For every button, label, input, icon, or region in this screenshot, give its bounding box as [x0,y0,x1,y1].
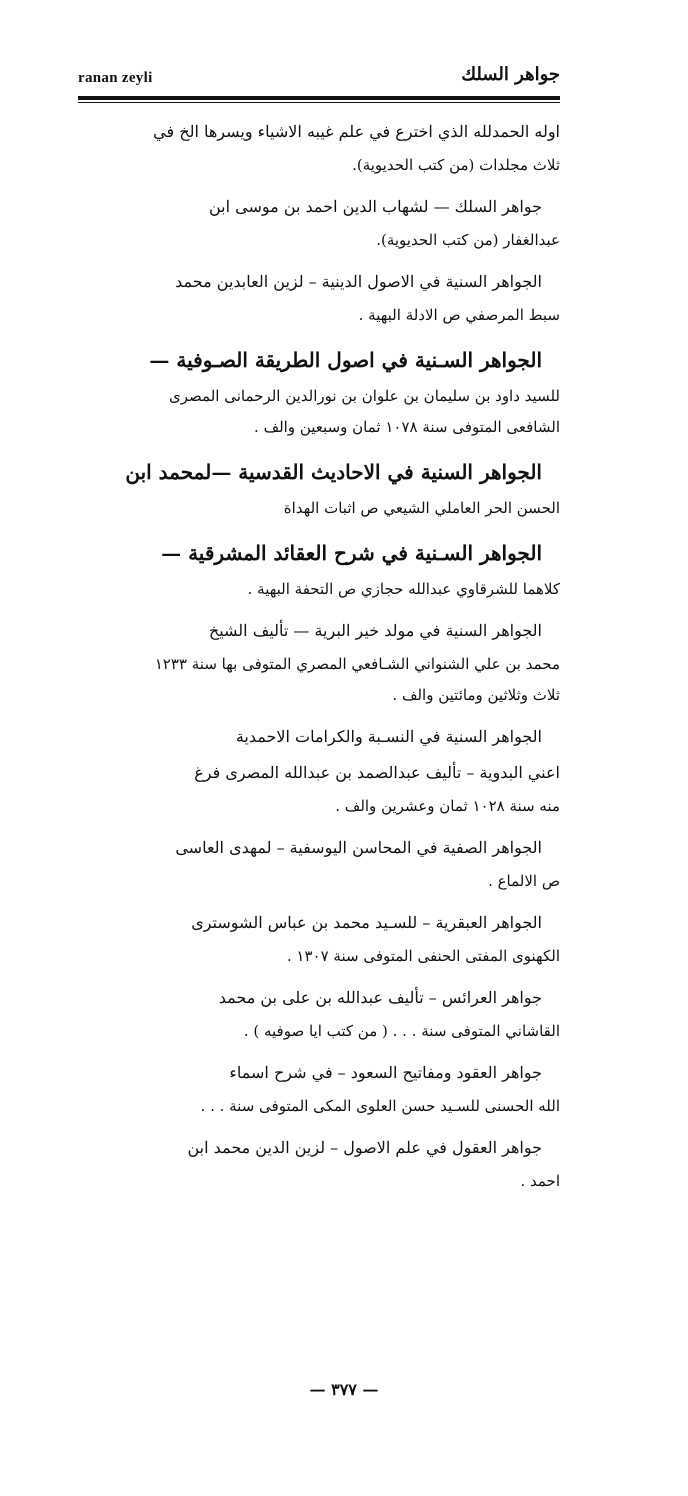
entry-line: منه سنة ١٠٢٨ ثمان وعشرين والف . [335,797,560,815]
bibliography-entry [100,1055,560,1122]
entry-line: احمد . [520,1172,560,1190]
entry-line: اوله الحمدلله الذي اخترع في علم غيبه الاشياء ويسرها الخ في [153,122,560,141]
entry-heading: الجواهر السـنية في شرح العقائد المشرقية — [161,541,542,565]
entry-heading: الجواهر السنية في الاحاديث القدسية —لمحمد ابن [125,460,542,484]
bibliography-entry [100,114,560,181]
entry-heading: جواهر العقود ومفاتيح السعود – في شرح اسماء [229,1063,542,1082]
entry-line: عبدالغفار (من كتب الحديوية). [376,231,560,249]
entry-line: سبط المرصفي ص الادلة البهية . [358,306,560,324]
page-body [100,114,560,1205]
header-rule-thin [78,102,560,103]
running-header [78,56,560,96]
entry-heading: جواهر السلك — لشهاب الدين احمد بن موسى ابن [208,197,542,216]
bibliography-entry [100,532,560,605]
bibliography-entry [100,451,560,524]
entry-line: ص الالماع . [488,872,560,890]
header-rule-thick [78,96,560,100]
entry-heading: جواهر العقول في علم الاصول – لزين الدين محمد ابن [187,1138,542,1157]
entry-line: محمد بن علي الشنواني الشـافعي المصري المتوفى بها سنة ١٢٣٣ [154,655,560,673]
entry-heading: الجواهر السـنية في اصول الطريقة الصـوفية — [149,348,542,372]
entry-heading: الجواهر العبقرية – للسـيد محمد بن عباس الشوسترى [191,913,542,932]
header-arabic-title: جواهر السلك [461,64,560,85]
entry-line: الحسن الحر العاملي الشيعي ص اثبات الهداة [283,499,560,517]
entry-heading: الجواهر السنية في النسـبة والكرامات الاحمدية [235,727,542,746]
entry-heading: الجواهر الصفية في المحاسن اليوسفية – لمهدى العاسى [175,838,542,857]
page-number: — ٣٧٧ — [309,1380,379,1399]
entry-line: ثلاث وثلاثين ومائتين والف . [392,686,560,704]
entry-line: كلاهما للشرقاوي عبدالله حجازي ص التحفة البهية . [247,580,560,598]
entry-line: الله الحسنى للسـيد حسن العلوى المكى المتوفى سنة . . . [200,1097,560,1115]
entry-line: للسيد داود بن سليمان بن علوان بن نورالدين الرحمانى المصرى [169,387,560,405]
bibliography-entry [100,830,560,897]
entry-line: اعني البدوية – تأليف عبدالصمد بن عبدالله المصرى فرغ [194,763,560,782]
bibliography-entry [100,613,560,711]
entry-heading: جواهر العرائس – تأليف عبدالله بن على بن محمد [218,988,542,1007]
bibliography-entry [100,719,560,822]
bibliography-entry [100,339,560,443]
bibliography-entry [100,905,560,972]
entry-heading: الجواهر السنية في الاصول الدينية – لزين العابدين محمد [175,272,542,291]
entry-line: الشافعى المتوفى سنة ١٠٧٨ ثمان وسبعين والف . [254,418,560,436]
bibliography-entry [100,264,560,331]
entry-heading: الجواهر السنية في مولد خير البرية — تأليف الشيخ [208,621,542,640]
bibliography-entry [100,189,560,256]
entry-line: الكهنوى المفتى الحنفى المتوفى سنة ١٣٠٧ . [286,947,560,965]
bibliography-entry [100,1130,560,1197]
header-latin-title: ranan zeyli [78,70,153,86]
entry-line: القاشاني المتوفى سنة . . . ( من كتب ايا صوفيه ) . [243,1022,560,1040]
bibliography-entry [100,980,560,1047]
entry-line: ثلاث مجلدات (من كتب الحديوية). [352,156,560,174]
